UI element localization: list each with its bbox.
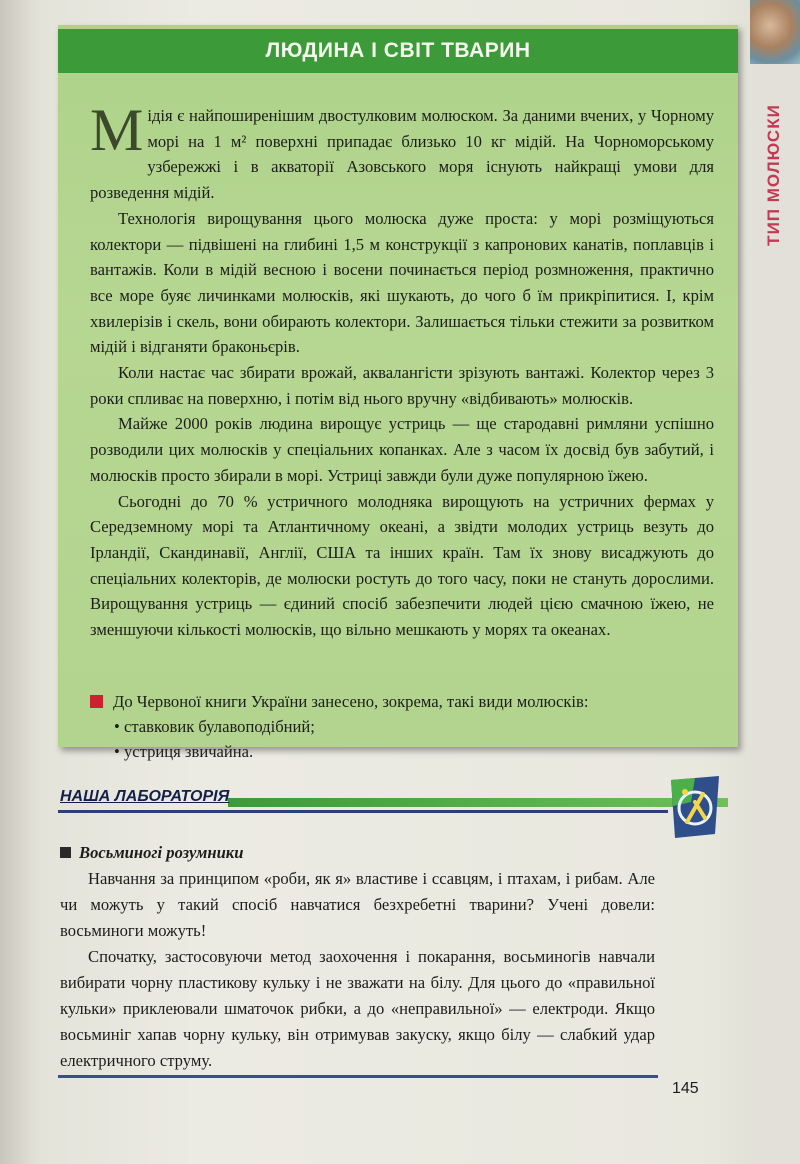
lab-header-bar [228, 798, 728, 807]
box-paragraph-3: Коли настає час збирати врожай, аквалангісти зрізують вантажі. Колектор через 3 роки спливає на поверхню, і потім від нього вручну «відбивають» молюсків. [90, 363, 714, 408]
box-paragraph-4: Майже 2000 років людина вирощує устриць — ще стародавні римляни успішно розводили цих молюсків у спеціальних копанках. Але з часом їх досвід був забутий, і молюсків просто збирали в морі. Устриці завжди були дуже популярною їжею. [90, 414, 714, 485]
lab-subtitle-text: Восьминогі розумники [79, 843, 244, 862]
box-paragraph-2: Технологія вирощування цього молюска дуже проста: у морі розміщуються колектори — підвішені на глибині 1,5 м конструкції з капронових канатів, поплавців і вантажів. Коли в мідій весною і восени починається період розмноження, практично все море буяє личинками молюсків, які шукають, до чого б їм прикріпитися. І, крім хвилерізів і скель, вони обирають колектори. Залишається тільки стежити за розвитком мідій і відганяти браконьєрів. [90, 208, 714, 357]
page-number: 145 [672, 1080, 699, 1097]
red-book-intro-text: До Червоної книги України занесено, зокрема, такі види молюсків: [113, 692, 589, 711]
red-book-item: • устриця звичайна. [114, 739, 710, 764]
red-book-note [90, 689, 710, 764]
lab-paragraph-2: Спочатку, застосовуючи метод заохочення і покарання, восьминогів навчали вибирати чорну пластикову кульку і не зважати на білу. Для цього до «правильної кульки» приклеювали шматочок рибки, а до «неправильної» — електроди. Якщо восьминіг хапав чорну кульку, він отримував закуску, якщо білу — слабкий удар електричного струму. [60, 947, 655, 1070]
laboratory-microscope-icon [665, 772, 725, 842]
box-paragraph-5: Сьогодні до 70 % устричного молодняка вирощують на устричних фермах у Середземному морі та Атлантичному океані, а звідти молодих устриць везуть до Ірландії, Скандинавії, Англії, США та інших країн. Там їх знову висаджують до спеціальних колекторів, де молюски ростуть до того часу, поки не стануть дорослими. Вирощування устриць — єдиний спосіб забезпечити людей цією смачною їжею, не зменшуючи кількості молюсків, що вільно мешкають у морях та океанах. [90, 491, 714, 640]
lab-paragraph-1: Навчання за принципом «роби, як я» властиве і ссавцям, і птахам, і рибам. Але чи можуть у такий спосіб навчатися безхребетні тварини? Учені довели: восьминоги можуть! [60, 869, 655, 940]
red-book-intro [90, 689, 710, 714]
black-square-icon [60, 847, 71, 858]
red-book-item: • ставковик булавоподібний; [114, 714, 710, 739]
lab-section-title: НАША ЛАБОРАТОРІЯ [60, 788, 230, 805]
bottom-rule [58, 1075, 658, 1078]
lab-section-header [58, 786, 658, 812]
lab-subtitle [60, 840, 655, 866]
box-paragraph-1 [90, 97, 714, 206]
red-square-icon [90, 695, 103, 708]
box-title: ЛЮДИНА І СВІТ ТВАРИН [58, 29, 738, 73]
lab-header-underline [58, 810, 668, 813]
red-book-list [90, 714, 710, 764]
human-and-animals-box [58, 25, 738, 761]
box-text [90, 97, 714, 643]
mollusk-thumbnail-image [750, 0, 800, 64]
box-paragraph-1-text: ідія є найпоширенішим двостулковим молюском. За даними вчених, у Чорному морі на 1 м² поверхні припадає близько 10 кг мідій. На Чорноморському узбережжі і в акваторії Азовського моря існують найкращі умови для розведення мідій. [90, 106, 714, 203]
chapter-side-label-text: ТИП МОЛЮСКИ [764, 104, 783, 246]
dropcap-letter: М [90, 97, 144, 163]
chapter-side-label [758, 100, 790, 250]
lab-text [60, 840, 655, 1074]
